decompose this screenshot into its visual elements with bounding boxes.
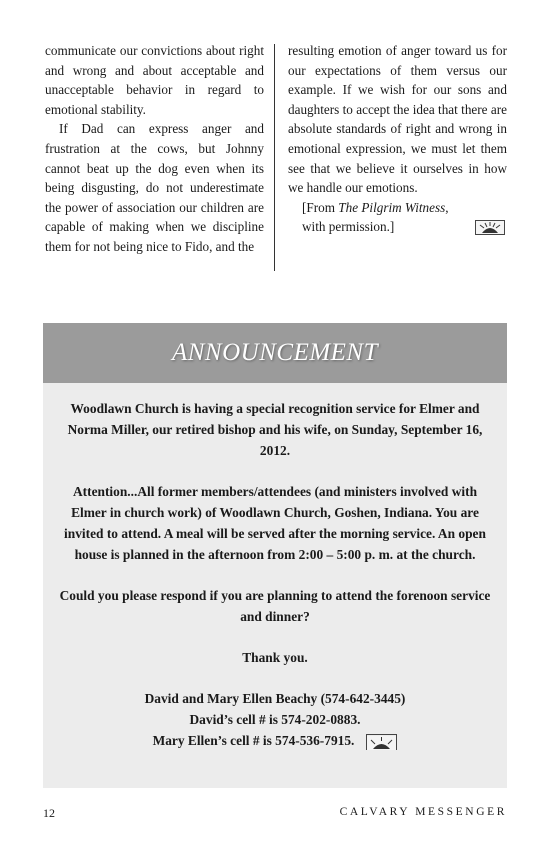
article-paragraph: If Dad can express anger and frustration at the cows, but Johnny cannot beat up the dog even when its being disgusting, do not underestimate the power of association our children are capable of making when we discipline them for not being nice to Fido, and the [45,121,264,254]
source-permission: with permission.] [302,219,395,235]
contact-info [57,688,493,751]
announcement-title: ANNOUNCEMENT [171,339,379,366]
announcement-header [43,323,507,383]
announcement-paragraph: Woodlawn Church is having a special recognition service for Elmer and Norma Miller, our retired bishop and his wife, on Sunday, September 16, 2012. [67,401,483,458]
article-source-note [288,198,507,237]
contact-line-row [57,730,493,751]
announcement-paragraph: Could you please respond if you are planning to attend the forenoon service and dinner? [59,588,491,624]
article-right-column [288,41,507,237]
page-number: 12 [43,806,55,820]
announcement-box [43,323,507,788]
article-left-column [45,41,264,257]
article-paragraph: communicate our convictions about right and wrong and about acceptable and unacceptable behavior in regard to emotional stability. [45,43,264,117]
announcement-paragraph: Attention...All former members/attendees (and ministers involved with Elmer in church work) of Woodlawn Church, Goshen, Indiana. You are invited to attend. A meal will be served after the morning service. An open house is planned in the afternoon from 2:00 – 5:00 p. m. at the church. [64,484,486,562]
end-of-article-icon [475,220,505,235]
column-divider [274,44,275,271]
source-prefix: [From [302,199,339,215]
end-of-announcement-icon [366,734,397,750]
announcement-body [43,383,507,751]
contact-line: David’s cell # is 574-202-0883. [189,712,361,727]
article-paragraph: resulting emotion of anger toward us for our expectations of them versus our example. If we wish for our sons and daughters to accept the idea that there are absolute standards of right and wrong in emotional expression, we must let them see that we believe it ourselves in how we handle our emotions. [288,43,507,196]
contact-line: David and Mary Ellen Beachy (574-642-3445) [144,691,406,706]
running-head: CALVARY MESSENGER [339,806,507,818]
announcement-paragraph: Thank you. [242,650,308,665]
contact-line: Mary Ellen’s cell # is 574-536-7915. [152,733,355,748]
source-suffix: , [445,199,449,215]
source-title: The Pilgrim Witness [338,199,446,215]
